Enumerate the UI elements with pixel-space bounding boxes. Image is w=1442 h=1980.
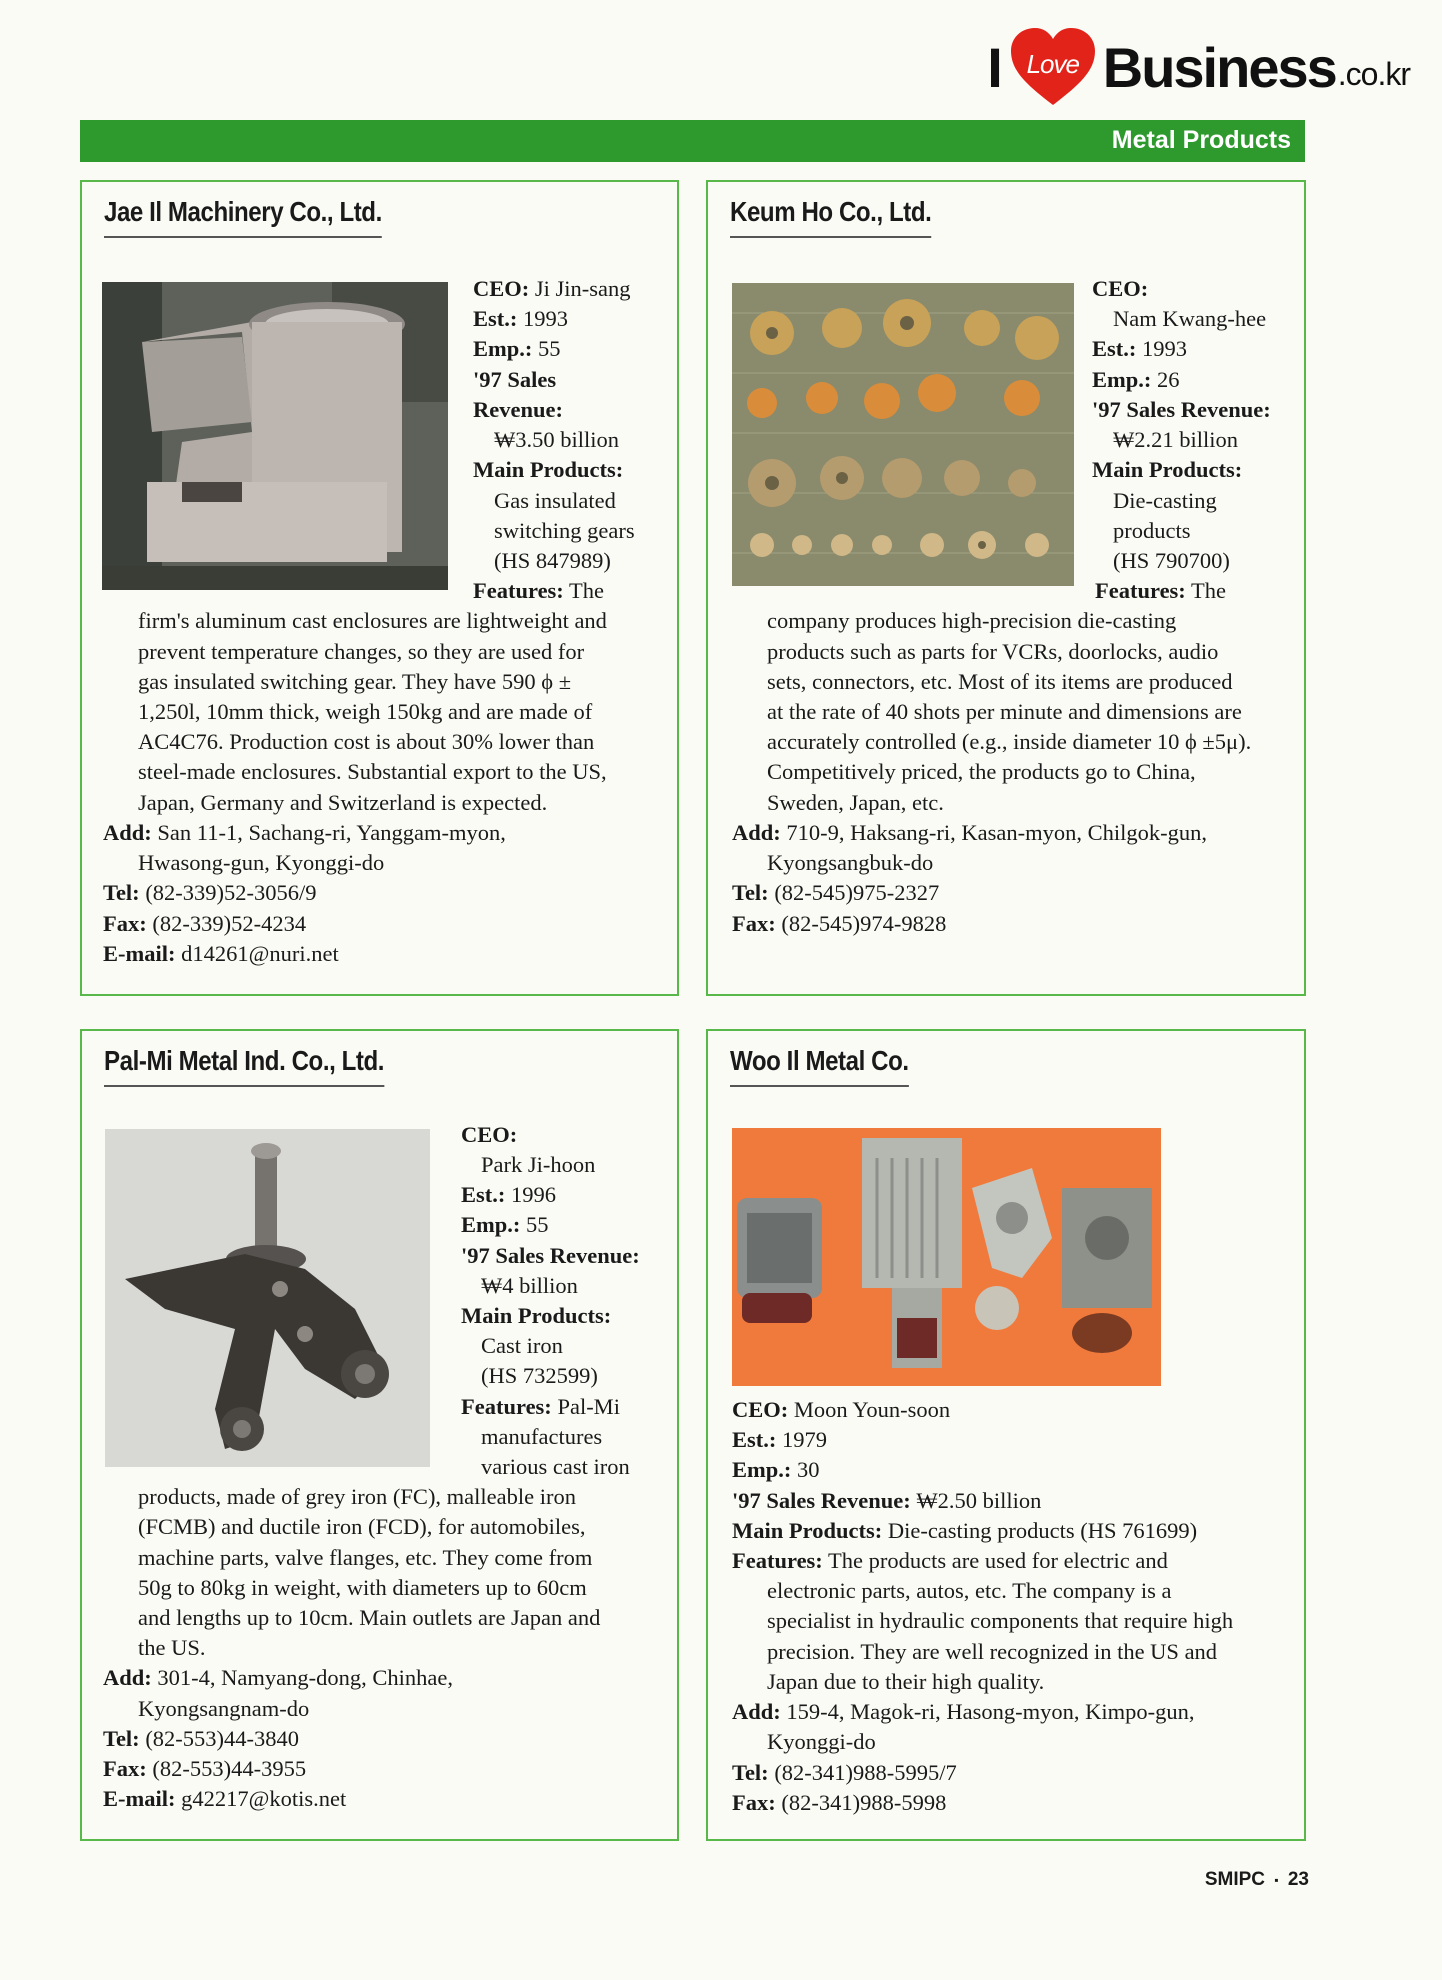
ceo-label: CEO: [732,1397,789,1422]
ceo-label: CEO: [1092,276,1149,301]
company-name: Jae Il Machinery Co., Ltd. [104,196,382,238]
tel-value: (82-553)44-3840 [145,1726,300,1751]
ceo-label: CEO: [473,276,530,301]
address-label: Add: [732,1699,781,1724]
est-value: 1993 [523,306,568,331]
features-line: sets, connectors, etc. Most of its items are produced [767,669,1233,694]
features-line: 1,250l, 10mm thick, weigh 150kg and are made of [138,699,593,724]
ceo-value: Ji Jin-sang [534,276,631,301]
logo-i: I [987,35,1001,99]
address-value-cont: Hwasong-gun, Kyonggi-do [138,850,385,875]
page-number: 23 [1287,1869,1309,1890]
features-line: products, made of grey iron (FC), malleable iron [138,1484,577,1509]
sales-label: '97 Sales [473,367,557,392]
address-label: Add: [732,820,781,845]
features-line: gas insulated switching gear. They have 590 ϕ ± [138,669,572,694]
logo-love: Love [1026,48,1079,79]
sales-value: ₩3.50 billion [494,427,619,452]
section-bar [80,120,1305,162]
features-line: precision. They are well recognized in the US and [767,1639,1218,1664]
section-title: Metal Products [1111,126,1291,154]
products-line: Die-casting [1113,488,1217,513]
fax-value: (82-339)52-4234 [152,911,307,936]
features-line: at the rate of 40 shots per minute and dimensions are [767,699,1242,724]
sales-label-cont: Revenue: [473,397,563,422]
company-photo [732,283,1074,586]
sales-value: ₩2.50 billion [916,1488,1042,1513]
footer-separator: ▪ [1274,1872,1279,1887]
sales-label: '97 Sales Revenue: [732,1488,911,1513]
address-label: Add: [103,820,152,845]
features-line: electronic parts, autos, etc. The company is a [767,1578,1172,1603]
sales-value: ₩4 billion [481,1273,578,1298]
features-line: (FCMB) and ductile iron (FCD), for automobiles, [138,1514,586,1539]
site-logo [987,24,1410,110]
emp-label: Emp.: [473,336,533,361]
features-line: Sweden, Japan, etc. [767,790,944,815]
products-label: Main Products: [461,1303,612,1328]
fax-label: Fax: [732,911,776,936]
tel-value: (82-545)975-2327 [774,880,940,905]
features-line: Japan due to their high quality. [767,1669,1045,1694]
est-value: 1996 [511,1182,556,1207]
company-panel-pal-mi [80,1029,679,1841]
tel-label: Tel: [732,880,769,905]
sales-label: '97 Sales Revenue: [1092,397,1271,422]
emp-value: 55 [538,336,561,361]
features-line: steel-made enclosures. Substantial export to the US, [138,759,607,784]
products-line: products [1113,518,1191,543]
fax-label: Fax: [103,1756,147,1781]
fax-label: Fax: [103,911,147,936]
products-label: Main Products: [1092,457,1243,482]
features-start: The [569,578,605,603]
features-label: Features: [461,1394,552,1419]
est-value: 1979 [782,1427,827,1452]
est-value: 1993 [1142,336,1187,361]
email-label: E-mail: [103,941,176,966]
company-name: Pal-Mi Metal Ind. Co., Ltd. [104,1045,384,1087]
company-panel-woo-il [706,1029,1306,1841]
logo-business: Business [1102,35,1336,99]
ceo-label: CEO: [461,1122,518,1147]
fax-value: (82-553)44-3955 [152,1756,307,1781]
features-line: specialist in hydraulic components that require high [767,1608,1234,1633]
company-panel-jae-il [80,180,679,996]
emp-value: 30 [797,1457,820,1482]
company-photo [105,1129,430,1467]
products-label: Main Products: [473,457,624,482]
address-label: Add: [103,1665,152,1690]
company-name: Keum Ho Co., Ltd. [730,196,931,238]
products-label: Main Products: [732,1518,883,1543]
est-label: Est.: [461,1182,506,1207]
features-line: AC4C76. Production cost is about 30% lower than [138,729,595,754]
features-line: prevent temperature changes, so they are used for [138,639,585,664]
fax-value: (82-545)974-9828 [781,911,947,936]
company-name: Woo Il Metal Co. [730,1045,909,1087]
emp-value: 26 [1157,367,1180,392]
products-line: (HS 732599) [481,1363,598,1388]
email-value[interactable]: g42217@kotis.net [181,1786,347,1811]
tel-label: Tel: [103,880,140,905]
company-photo [732,1128,1161,1386]
products-line: (HS 847989) [494,548,611,573]
features-line: machine parts, valve flanges, etc. They come from [138,1545,593,1570]
features-line: 50g to 80kg in weight, with diameters up to 60cm [138,1575,587,1600]
est-label: Est.: [1092,336,1137,361]
company-photo [102,282,448,590]
features-line: accurately controlled (e.g., inside diameter 10 ϕ ±5μ). [767,729,1252,754]
features-label: Features: [473,578,564,603]
ceo-value: Moon Youn-soon [793,1397,951,1422]
tel-value: (82-339)52-3056/9 [145,880,317,905]
heart-icon [1007,25,1099,109]
tel-value: (82-341)988-5995/7 [774,1760,957,1785]
features-line: firm's aluminum cast enclosures are lightweight and [138,608,607,633]
features-start: The [1191,578,1227,603]
emp-label: Emp.: [732,1457,792,1482]
address-value: San 11-1, Sachang-ri, Yanggam-myon, [157,820,506,845]
sales-value: ₩2.21 billion [1113,427,1238,452]
address-value-cont: Kyongsangbuk-do [767,850,934,875]
features-line: company produces high-precision die-casting [767,608,1177,633]
features-line: manufactures [481,1424,603,1449]
company-panel-keum-ho [706,180,1306,996]
est-label: Est.: [473,306,518,331]
features-line: Competitively priced, the products go to China, [767,759,1196,784]
ceo-value: Nam Kwang-hee [1113,306,1267,331]
features-start: The products are used for electric and [828,1548,1168,1573]
publication-name: SMIPC [1204,1869,1266,1890]
products-line: Cast iron [481,1333,563,1358]
ceo-value: Park Ji-hoon [481,1152,596,1177]
sales-label: '97 Sales Revenue: [461,1243,640,1268]
tel-label: Tel: [732,1760,769,1785]
features-label: Features: [732,1548,823,1573]
est-label: Est.: [732,1427,777,1452]
address-value: 159-4, Magok-ri, Hasong-myon, Kimpo-gun, [786,1699,1195,1724]
address-value-cont: Kyongsangnam-do [138,1696,310,1721]
features-line: various cast iron [481,1454,630,1479]
features-line: the US. [138,1635,206,1660]
features-line: products such as parts for VCRs, doorlocks, audio [767,639,1219,664]
features-start: Pal-Mi [557,1394,620,1419]
address-value: 301-4, Namyang-dong, Chinhae, [157,1665,453,1690]
email-label: E-mail: [103,1786,176,1811]
products-value: Die-casting products (HS 761699) [887,1518,1198,1543]
features-line: Japan, Germany and Switzerland is expected. [138,790,548,815]
fax-value: (82-341)988-5998 [781,1790,947,1815]
products-line: (HS 790700) [1113,548,1230,573]
logo-suffix: .co.kr [1337,55,1410,92]
emp-label: Emp.: [1092,367,1152,392]
page-footer [1205,1869,1309,1891]
tel-label: Tel: [103,1726,140,1751]
products-line: switching gears [494,518,635,543]
features-label: Features: [1095,578,1186,603]
emp-label: Emp.: [461,1212,521,1237]
products-line: Gas insulated [494,488,616,513]
fax-label: Fax: [732,1790,776,1815]
address-value-cont: Kyonggi-do [767,1729,876,1754]
emp-value: 55 [526,1212,549,1237]
email-value[interactable]: d14261@nuri.net [181,941,339,966]
address-value: 710-9, Haksang-ri, Kasan-myon, Chilgok-gun, [786,820,1207,845]
features-line: and lengths up to 10cm. Main outlets are Japan and [138,1605,601,1630]
